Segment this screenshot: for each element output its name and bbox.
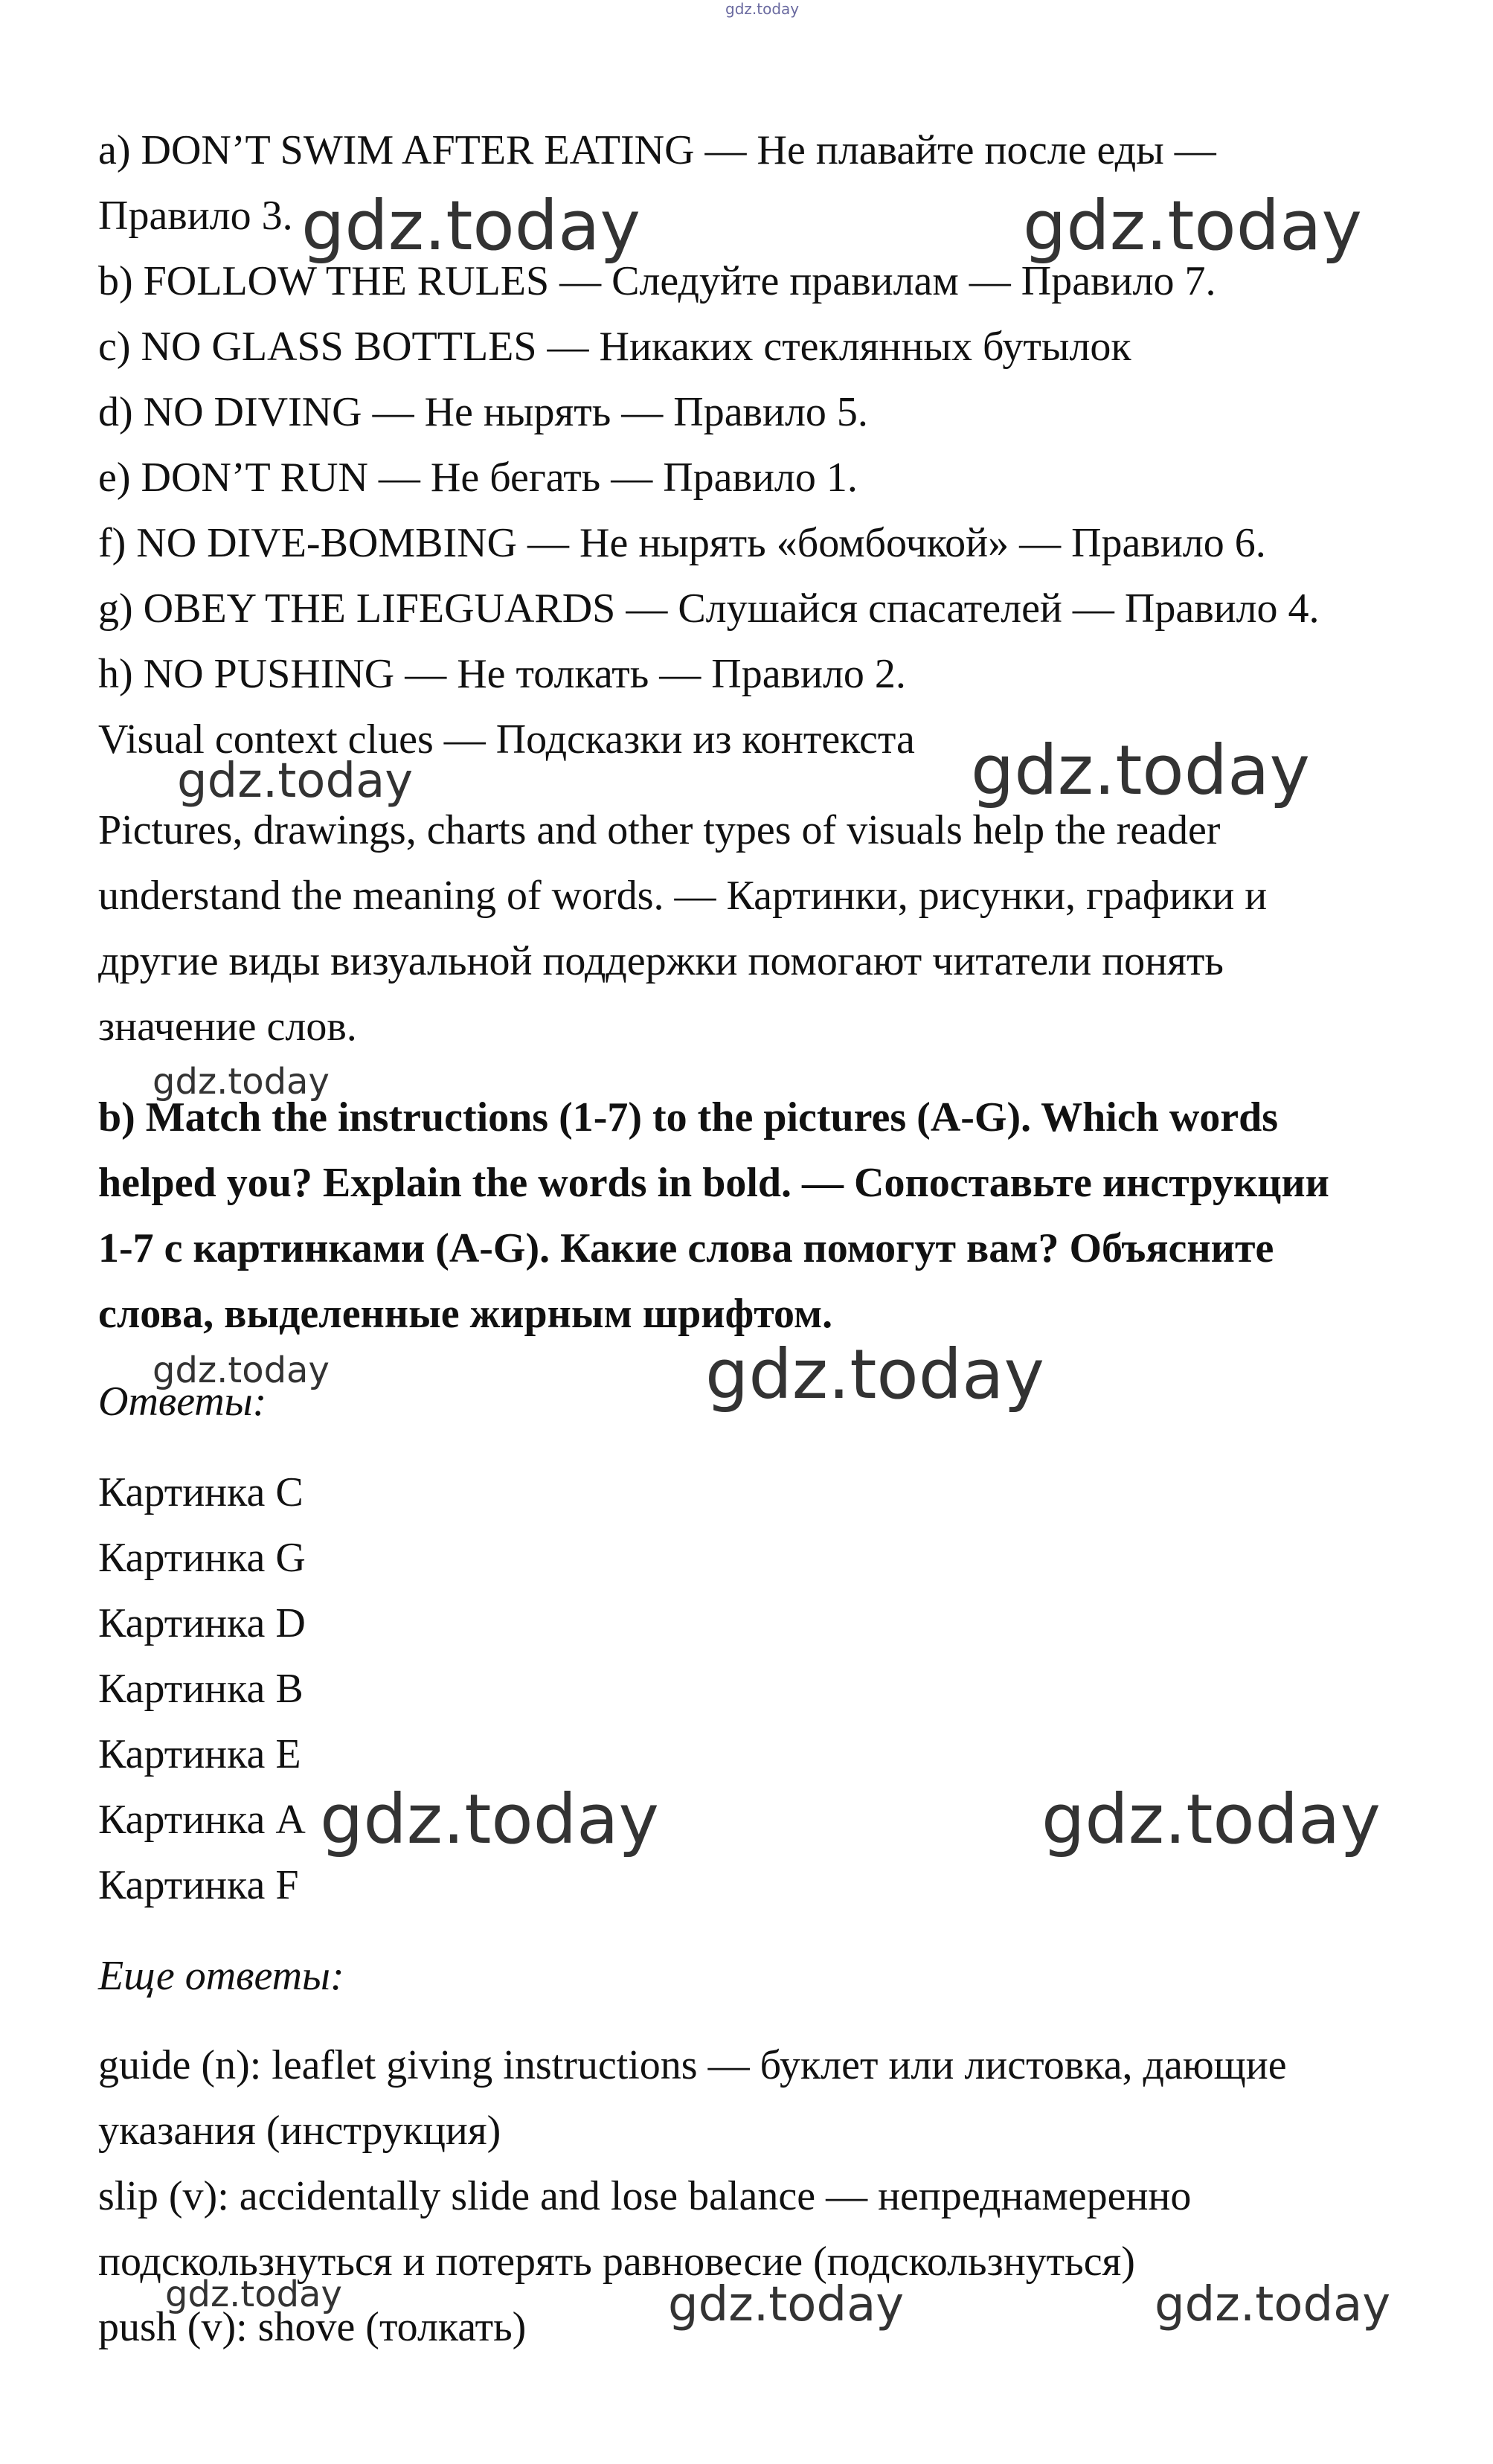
more-answers-line: указания (инструкция) xyxy=(98,2108,501,2154)
rule-line-d: d) NO DIVING — Не нырять — Правило 5. xyxy=(98,389,868,435)
watermark: gdz.today xyxy=(1155,2277,1391,2332)
more-answers-line: push (v): shove (толкать) xyxy=(98,2304,527,2350)
task-line: b) Match the instructions (1-7) to the pictures (A-G). Which words xyxy=(98,1094,1279,1140)
visual-clues-line: understand the meaning of words. — Картинки, рисунки, графики и xyxy=(98,873,1268,919)
watermark: gdz.today xyxy=(301,186,640,266)
rule-line-h: h) NO PUSHING — Не толкать — Правило 2. xyxy=(98,651,906,697)
watermark: gdz.today xyxy=(1041,1780,1381,1859)
visual-clues-line: значение слов. xyxy=(98,1004,357,1050)
rule-line-c: c) NO GLASS BOTTLES — Никаких стеклянных бутылок xyxy=(98,324,1131,370)
task-line: helped you? Explain the words in bold. — Сопоставьте инструкции xyxy=(98,1160,1329,1206)
rule-line-e: e) DON’T RUN — Не бегать — Правило 1. xyxy=(98,455,858,501)
task-line: 1-7 с картинками (A-G). Какие слова помогут вам? Объясните xyxy=(98,1225,1274,1271)
answer-item: Картинка E xyxy=(98,1731,301,1777)
answer-item: Картинка D xyxy=(98,1600,306,1646)
task-line: слова, выделенные жирным шрифтом. xyxy=(98,1291,833,1337)
rule-line-a-cont: Правило 3. xyxy=(98,193,293,239)
watermark: gdz.today xyxy=(705,1335,1044,1414)
answer-item: Картинка B xyxy=(98,1666,304,1712)
visual-clues-line: другие виды визуальной поддержки помогают читатели понять xyxy=(98,938,1224,984)
watermark: gdz.today xyxy=(165,2274,342,2315)
watermark: gdz.today xyxy=(320,1780,659,1859)
watermark: gdz.today xyxy=(152,1350,330,1391)
more-answers-line: slip (v): accidentally slide and lose balance — непреднамеренно xyxy=(98,2173,1192,2219)
more-answers-line: подскользнуться и потерять равновесие (подскользнуться) xyxy=(98,2239,1135,2285)
rule-line-f: f) NO DIVE-BOMBING — Не нырять «бомбочкой» — Правило 6. xyxy=(98,520,1266,566)
rule-line-a: a) DON’T SWIM AFTER EATING — Не плавайте после еды — xyxy=(98,127,1216,173)
more-answers-line: guide (n): leaflet giving instructions — буклет или листовка, дающие xyxy=(98,2042,1287,2088)
rule-line-b: b) FOLLOW THE RULES — Следуйте правилам — Правило 7. xyxy=(98,258,1216,304)
answer-item: Картинка C xyxy=(98,1469,304,1515)
watermark: gdz.today xyxy=(177,754,414,809)
watermark: gdz.today xyxy=(152,1061,330,1103)
answer-item: Картинка F xyxy=(98,1862,299,1908)
visual-clues-line: Pictures, drawings, charts and other types of visuals help the reader xyxy=(98,807,1221,853)
answers-label: Ответы: xyxy=(98,1379,267,1425)
watermark: gdz.today xyxy=(668,2277,905,2332)
watermark: gdz.today xyxy=(971,731,1310,810)
watermark-top: gdz.today xyxy=(725,0,800,18)
answer-item: Картинка G xyxy=(98,1535,306,1581)
answer-item: Картинка A xyxy=(98,1797,306,1843)
visual-clues-title: Visual context clues — Подсказки из контекста xyxy=(98,716,915,763)
more-answers-label: Еще ответы: xyxy=(98,1953,344,1999)
rule-line-g: g) OBEY THE LIFEGUARDS — Слушайся спасателей — Правило 4. xyxy=(98,585,1320,632)
watermark: gdz.today xyxy=(1023,186,1362,266)
